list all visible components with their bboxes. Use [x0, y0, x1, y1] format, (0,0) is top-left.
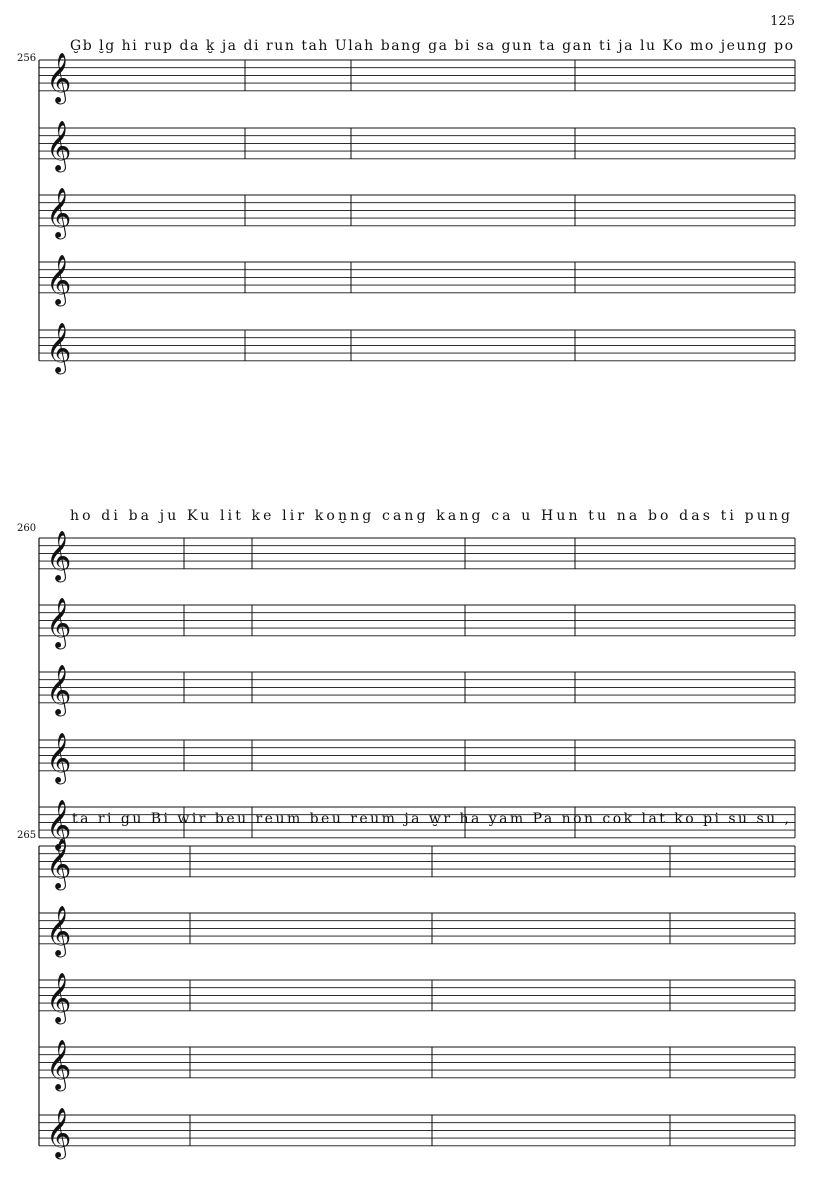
staff: [39, 665, 795, 717]
treble-clef-icon: 𝄞: [46, 255, 72, 306]
treble-clef-icon: 𝄞: [46, 531, 72, 582]
staff: [39, 973, 795, 1025]
staff: [39, 598, 795, 650]
staff: [39, 906, 795, 958]
lyrics-line: ho di ba ju Ku lit ke lir kon̮ng cang kang ca u Hun tu na bo das ti pung: [70, 508, 791, 524]
staff: [39, 531, 795, 583]
system-1: [17, 38, 795, 375]
staff: [39, 188, 795, 240]
treble-clef-icon: 𝄞: [46, 323, 72, 374]
staff: [39, 53, 795, 105]
staff: [39, 1108, 795, 1160]
treble-clef-icon: 𝄞: [46, 800, 72, 851]
staff: [39, 323, 795, 375]
staff: [39, 839, 795, 891]
treble-clef-icon: 𝄞: [46, 1108, 72, 1159]
treble-clef-icon: 𝄞: [46, 188, 72, 239]
treble-clef-icon: 𝄞: [46, 53, 72, 104]
treble-clef-icon: 𝄞: [46, 665, 72, 716]
system-3: [17, 811, 795, 1160]
page-number: 125: [770, 14, 795, 29]
treble-clef-icon: 𝄞: [46, 121, 72, 172]
staff: [39, 733, 795, 785]
lyrics-line: ta ri gu Bi wir beu reum beu reum ja w̮r ha yam Pa non cok lat ko pi su su ,: [72, 811, 790, 827]
system-2: [17, 508, 795, 852]
measure-number: 260: [17, 523, 37, 534]
treble-clef-icon: 𝄞: [46, 1040, 72, 1091]
measure-number: 256: [17, 53, 37, 64]
staff: [39, 255, 795, 307]
treble-clef-icon: 𝄞: [46, 733, 72, 784]
staff: [39, 1040, 795, 1092]
treble-clef-icon: 𝄞: [46, 906, 72, 957]
treble-clef-icon: 𝄞: [46, 839, 72, 890]
staff: [39, 121, 795, 173]
treble-clef-icon: 𝄞: [46, 598, 72, 649]
treble-clef-icon: 𝄞: [46, 973, 72, 1024]
measure-number: 265: [17, 830, 37, 841]
lyrics-line: G̮b l̮g hi rup da k̮ ja di run tah Ulah bang ga bi sa gun ta gan ti ja lu Ko mo jeung po: [70, 38, 794, 54]
